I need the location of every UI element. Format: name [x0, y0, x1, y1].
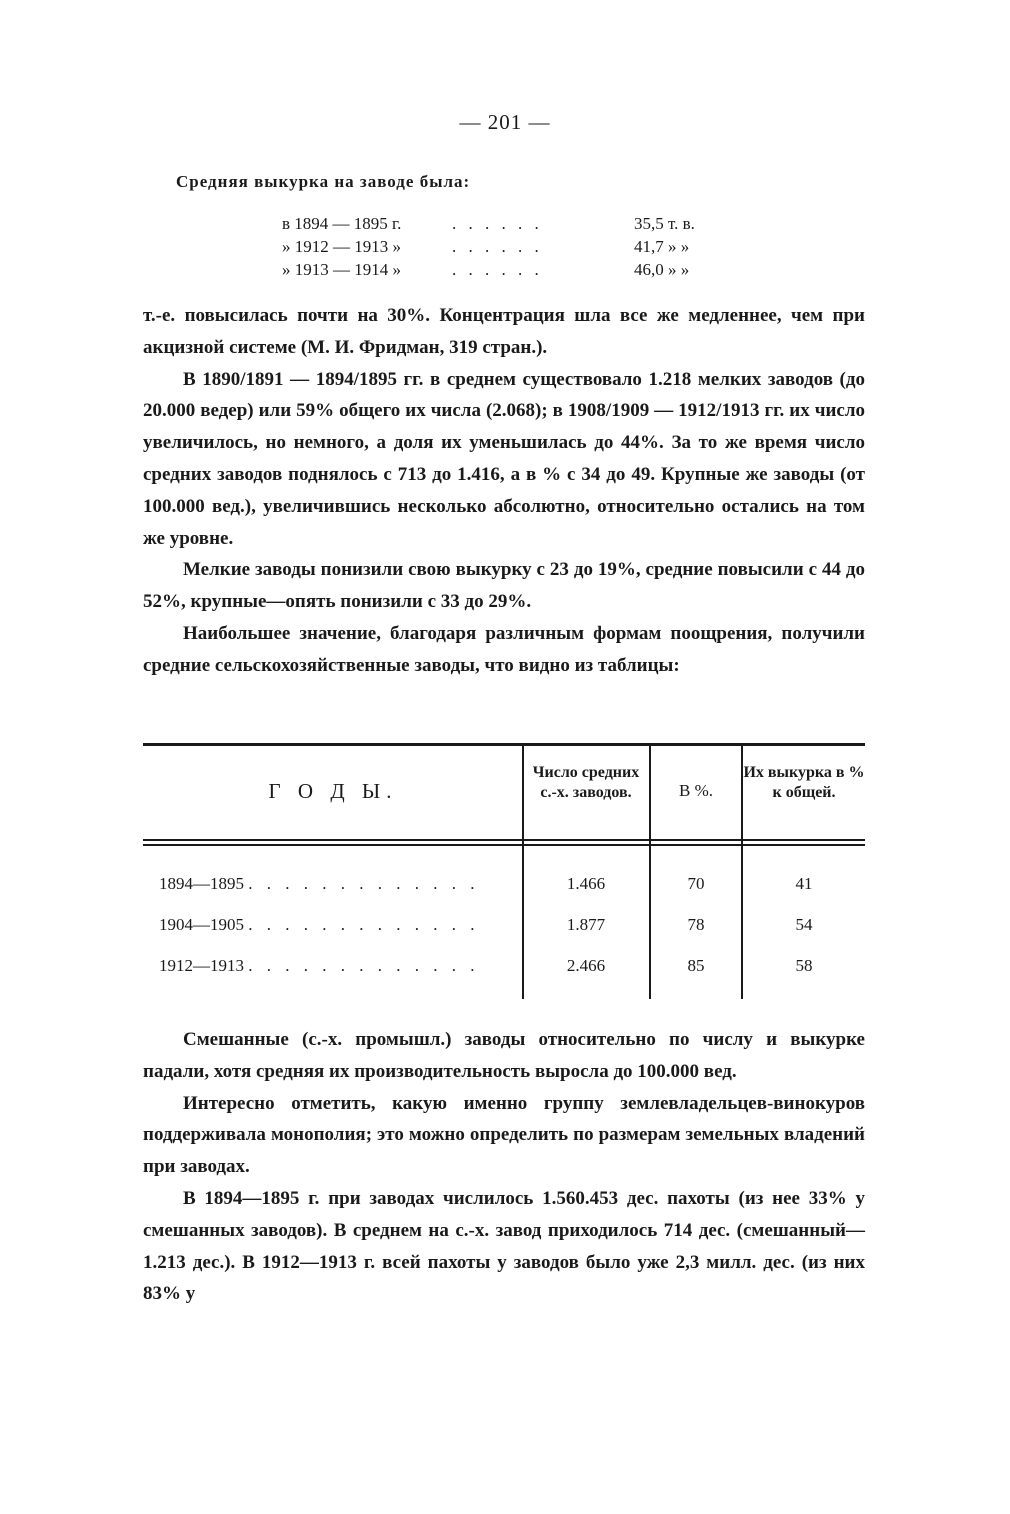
row-years-cell: [159, 915, 480, 935]
row-count: 1.877: [566, 915, 606, 934]
output-years: » 1912 — 1913 »: [282, 237, 401, 256]
table-row: [143, 948, 865, 988]
row-share: 54: [795, 915, 813, 934]
paragraph: В 1890/1891 — 1894/1895 гг. в среднем существовало 1.218 мелких заводов (до 20.000 ведер) или 59% общего их числа (2.068); в 1908/1909 — 1912/1913 гг. их число увеличилось, но немного, а доля их уменьшилась до 44%. За то же время число средних заводов поднялось с 713 до 1.416, а в % с 34 до 49. Крупные же заводы (от 100.000 вед.), увеличившись несколько абсолютно, относительно остались на том же уровне.: [143, 368, 865, 549]
row-years: 1904—1905: [159, 915, 244, 934]
table-top-rule: [143, 743, 865, 746]
leader-dots: . . . . . . . . . . . . .: [248, 956, 480, 975]
output-list: [282, 214, 742, 283]
paragraph: т.-е. повысилась почти на 30%. Концентрация шла все же медленнее, чем при акцизной системе (М. И. Фридман, 319 стран.).: [143, 305, 865, 358]
paragraph: В 1894—1895 г. при заводах числилось 1.560.453 дес. пахоты (из нее 33% у смешанных заводов). В среднем на с.-х. завод приходилось 714 дес. (смешанный—1.213 дес.). В 1912—1913 г. всей пахоты у заводов было уже 2,3 милл. дес. (из них 83% у: [143, 1187, 865, 1305]
table-header-rule-2: [143, 844, 865, 846]
row-years-cell: [159, 874, 480, 894]
leader-dots: . . . . . .: [452, 214, 543, 233]
row-years: 1894—1895: [159, 874, 244, 893]
row-years-cell: [159, 956, 480, 976]
list-item: [282, 214, 742, 237]
leader-dots: . . . . . .: [452, 237, 543, 256]
row-percent: 70: [687, 874, 705, 893]
table-header-rule: [143, 839, 865, 841]
output-years: » 1913 — 1914 »: [282, 260, 401, 279]
header-years: Г О Д Ы.: [268, 779, 398, 803]
list-item: [282, 260, 742, 283]
header-percent: В %.: [679, 781, 713, 800]
output-value: 41,7 » »: [634, 237, 690, 256]
row-share: 58: [795, 956, 813, 975]
leader-dots: . . . . . . . . . . . . .: [248, 915, 480, 934]
leader-dots: . . . . . .: [452, 260, 543, 279]
row-count: 2.466: [566, 956, 606, 975]
body-text-bottom: [143, 1024, 865, 1310]
data-table: [143, 743, 865, 999]
table-row: [143, 866, 865, 906]
paragraph: Интересно отметить, какую именно группу землевладельцев-винокуров поддерживала монополия; это можно определить по размерам земельных владений при заводах.: [143, 1092, 865, 1178]
header-count: Число средних с.-х. заводов.: [532, 764, 640, 801]
row-years: 1912—1913: [159, 956, 244, 975]
output-years: в 1894 — 1895 г.: [282, 214, 402, 233]
header-share: Их выкурка в % к общей.: [743, 764, 865, 801]
paragraph: Смешанные (с.-х. промышл.) заводы относительно по числу и выкурке падали, хотя средняя их производительность выросла до 100.000 вед.: [143, 1029, 865, 1082]
page-number: — 201 —: [459, 110, 551, 134]
row-percent: 78: [687, 915, 705, 934]
paragraph: Наибольшее значение, благодаря различным формам поощрения, получили средние сельскохозяйственные заводы, что видно из таблицы:: [143, 622, 865, 676]
output-value: 35,5 т. в.: [634, 214, 695, 233]
row-count: 1.466: [566, 874, 606, 893]
table-row: [143, 907, 865, 947]
body-text-top: [143, 300, 865, 682]
list-item: [282, 237, 742, 260]
intro-line: Средняя выкурка на заводе была:: [176, 172, 471, 191]
row-share: 41: [795, 874, 813, 893]
leader-dots: . . . . . . . . . . . . .: [248, 874, 480, 893]
row-percent: 85: [687, 956, 705, 975]
paragraph: Мелкие заводы понизили свою выкурку с 23 до 19%, средние повысили с 44 до 52%, крупные—опять понизили с 33 до 29%.: [143, 559, 865, 613]
output-value: 46,0 » »: [634, 260, 690, 279]
